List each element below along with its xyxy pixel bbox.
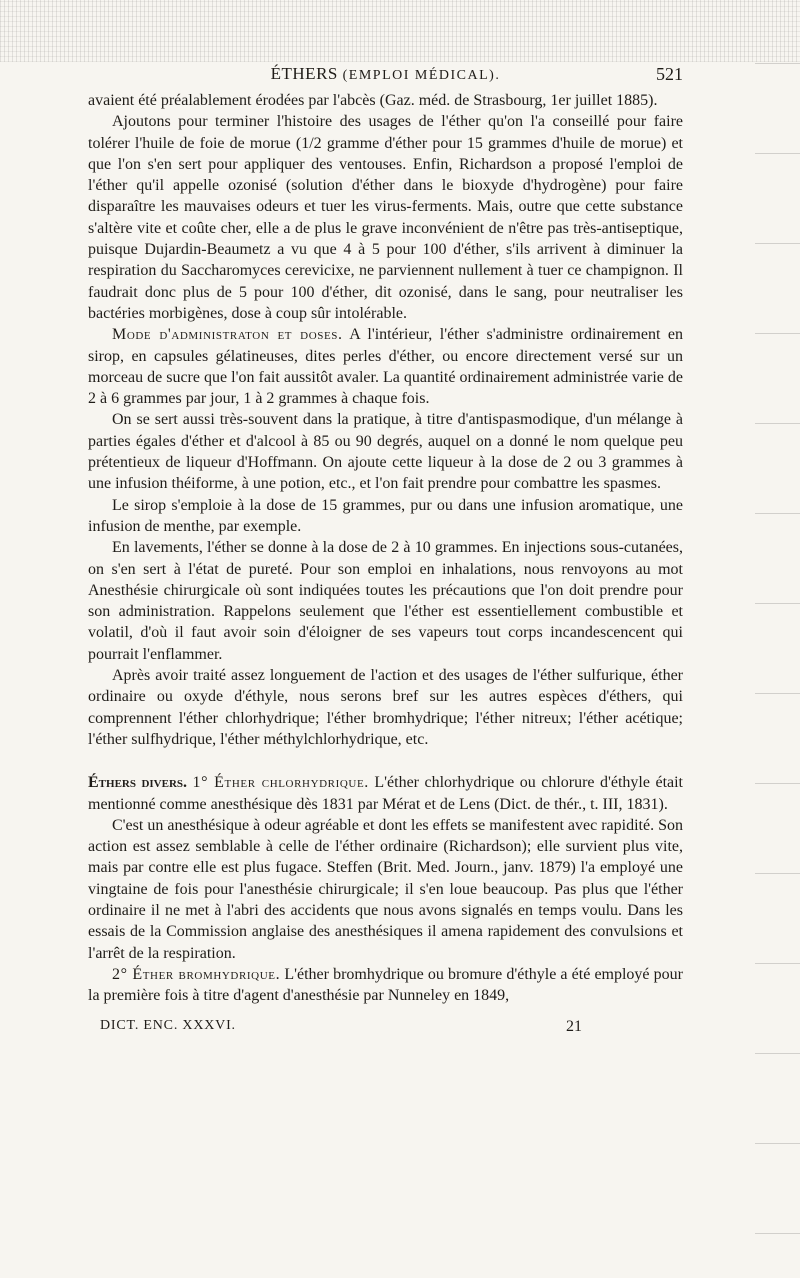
section-gap [88,750,683,772]
paragraph-2: Ajoutons pour terminer l'histoire des usages de l'éther qu'on l'a conseillé pour faire tolérer l'huile de foie de morue (1/2 gramme d'éther pour 15 grammes d'huile de morue) et que l'on s'en sert pour appliquer des ventouses. Enfin, Richardson a proposé l'emploi de l'éther qu'il appelle ozonisé (solution d'éther dans le bioxyde d'hydrogène) pour faire disparaître les mauvaises odeurs et tuer les virus-ferments. Mais, outre que cette substance s'altère vite et coûte cher, elle a de plus le grave inconvénient de n'être pas très-antiseptique, puisque Dujardin-Beaumetz a vu que 4 à 5 pour 100 d'éther, s'ils arrivent à diminuer la respiration du Saccharomyces cerevicixe, ne parviennent nullement à tuer ce champignon. Il faudrait donc plus de 5 pour 100 d'éther, dit ozonisé, dans le sang, pour neutraliser les bactéries morbigènes, dose à coup sûr intolérable. [88,113,683,322]
page-number: 521 [656,64,683,84]
page-footer [88,1018,683,1040]
footer-sheet-number: 21 [566,1018,582,1036]
scan-noise-top [0,0,800,62]
subsection-lead: 1° Éther chlorhydrique. [192,774,369,792]
section-heading: Éthers divers. [88,774,188,792]
running-title-sub: (EMPLOI MÉDICAL). [342,68,501,83]
paragraph-6: En lavements, l'éther se donne à la dose de 2 à 10 grammes. En injections sous-cutanées, on s'en sert à l'état de pureté. Pour son emploi en inhalations, nous renvoyons au mot Anesthésie chirurgicale où sont indiquées toutes les précautions que l'on doit prendre pour son administration. Rappelons seulement que l'éther est essentiellement combustible et volatil, d'où il faut avoir soin d'éloigner de ses vapeurs tout corps incandescencent qui pourrait l'enflammer. [88,539,683,663]
footer-signature: DICT. ENC. XXXVI. [100,1018,236,1034]
paragraph-1: avaient été préalablement érodées par l'abcès (Gaz. méd. de Strasbourg, 1er juillet 1885). [88,92,658,109]
paragraph-4: On se sert aussi très-souvent dans la pratique, à titre d'antispasmodique, d'un mélange à parties égales d'éther et d'alcool à 85 ou 90 degrés, auquel on a donné le nom quelque peu prétentieux de liqueur d'Hoffmann. On ajoute cette liqueur à la dose de 2 ou 3 grammes à une infusion théiforme, à une potion, etc., et l'on fait prendre pour combattre les spasmes. [88,411,683,493]
paragraph-5: Le sirop s'emploie à la dose de 15 grammes, pur ou dans une infusion aromatique, une infusion de menthe, par exemple. [88,496,683,535]
running-title-main: ÉTHERS [270,64,338,83]
page-body [88,64,683,1040]
section-lead: Mode d'administraton et doses. [112,326,343,344]
scan-noise-right [755,62,800,1278]
paragraph-7: Après avoir traité assez longuement de l'action et des usages de l'éther sulfurique, éther ordinaire ou oxyde d'éthyle, nous serons bref sur les autres espèces d'éthers, qui comprennent l'éther chlorhydrique; l'éther bromhydrique; l'éther nitreux; l'éther acétique; l'éther sulfhydrique, l'éther méthylchlorhydrique, etc. [88,667,683,748]
paragraph-8: Éthers divers. 1° Éther chlorhydrique. L'éther chlorhydrique ou chlorure d'éthyle était mentionné comme anesthésique dès 1831 par Mérat et de Lens (Dict. de thér., t. III, 1831). [88,774,683,813]
paragraph-10: 2° Éther bromhydrique. L'éther bromhydrique ou bromure d'éthyle a été employé pour la première fois à titre d'agent d'anesthésie par Nunneley en 1849, [88,965,683,1005]
subsection-lead: 2° Éther bromhydrique. [112,965,281,983]
running-head [88,64,683,88]
paragraph-3: Mode d'administraton et doses. A l'intérieur, l'éther s'administre ordinairement en sirop, en capsules gélatineuses, dites perles d'éther, ou encore directement versé sur un morceau de sucre que l'on fait aussitôt avaler. La quantité ordinairement administrée varie de 2 à 6 grammes par jour, 1 à 2 grammes à chaque fois. [88,326,684,408]
paragraph-9: C'est un anesthésique à odeur agréable et dont les effets se manifestent avec rapidité. Son action est assez semblable à celle de l'éther ordinaire (Richardson); elle survient plus vite, mais par contre elle est plus fugace. Steffen (Brit. Med. Journ., janv. 1879) l'a employé une vingtaine de fois pour l'anesthésie chirurgicale; il s'en loue beaucoup. Pas plus que l'éther ordinaire il ne met à l'abri des accidents que nous avons signalés en temps voulu. Dans les essais de la Commission anglaise des anesthésiques il amena rapidement des convulsions et l'arrêt de la respiration. [88,816,683,962]
running-title [88,64,683,84]
